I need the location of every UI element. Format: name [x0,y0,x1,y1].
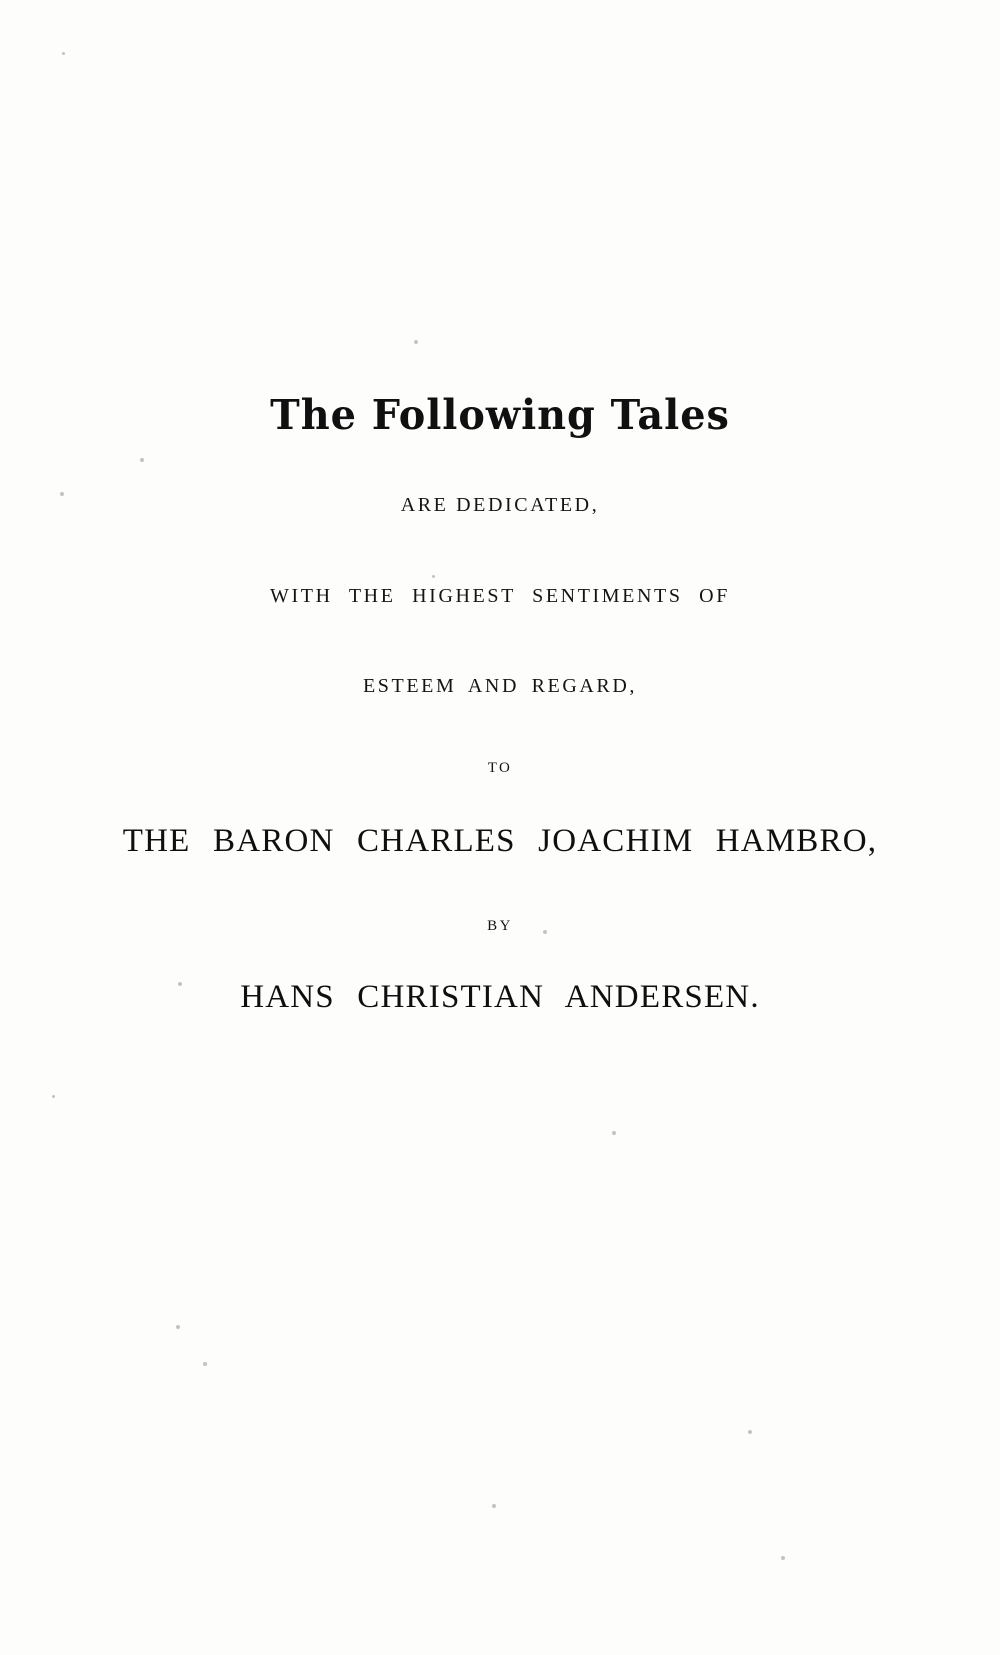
scan-speck [414,340,418,344]
scan-speck [62,52,65,55]
scan-speck [140,458,144,462]
dedication-line-dedicated: ARE DEDICATED, [400,494,600,516]
scan-speck [178,982,182,986]
scan-speck [203,1362,207,1366]
scan-speck [60,492,64,496]
scan-speck [612,1131,616,1135]
dedication-recipient: THE BARON CHARLES JOACHIM HAMBRO, [122,823,878,859]
scan-speck [52,1095,55,1098]
scan-speck [176,1325,180,1329]
dedication-line-highest: WITH THE HIGHEST SENTIMENTS OF [270,585,730,607]
dedication-line-by: BY [487,918,513,934]
dedication-author: HANS CHRISTIAN ANDERSEN. [240,979,760,1015]
dedication-line-esteem: ESTEEM AND REGARD, [362,675,638,697]
dedication-block [0,391,1000,1016]
scan-speck [492,1504,496,1508]
dedication-line-to: TO [487,760,513,776]
dedication-headline: The Following Tales [270,391,730,439]
scan-speck [543,930,547,934]
scan-speck [748,1430,752,1434]
scan-speck [781,1556,785,1560]
scan-speck [432,575,435,578]
